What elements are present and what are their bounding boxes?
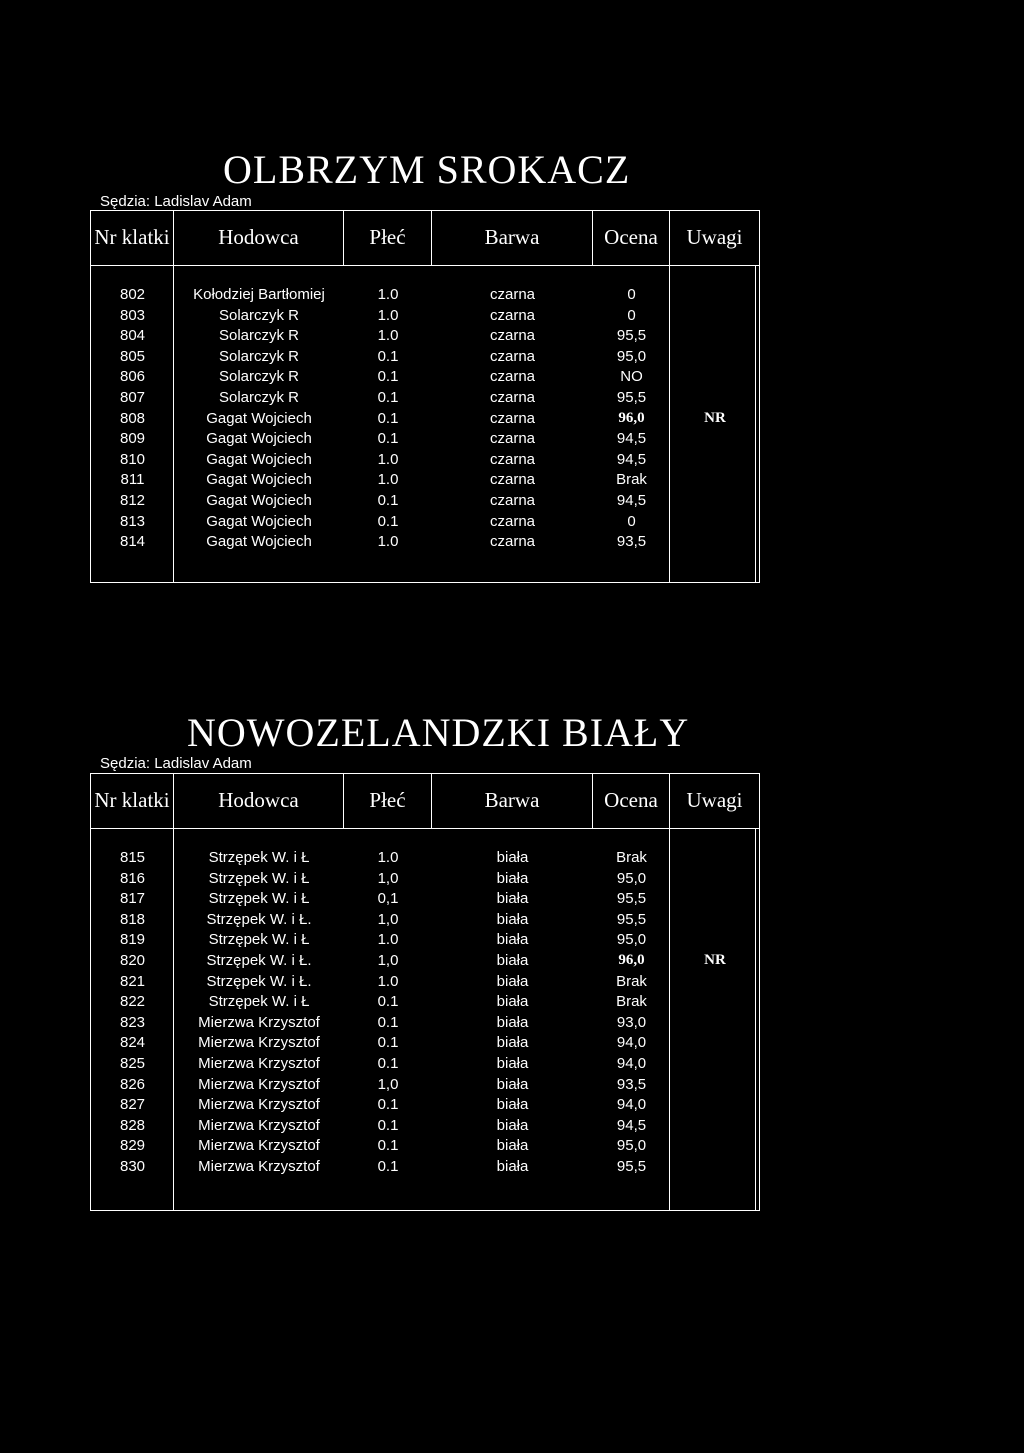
results-table xyxy=(90,773,760,1211)
cell-nr: 820 xyxy=(119,952,146,969)
cell-plec: 0.1 xyxy=(377,1158,399,1175)
table-row xyxy=(91,929,760,950)
table-row xyxy=(91,449,760,470)
cell-ocena: 94,0 xyxy=(616,1096,647,1114)
cell-nr: 817 xyxy=(119,890,146,908)
section-title: NOWOZELANDZKI BIAŁY xyxy=(187,710,690,755)
table-row xyxy=(91,284,760,305)
table-row xyxy=(91,1074,760,1095)
cell-plec: 0.1 xyxy=(377,1116,399,1134)
cell-hodowca: Mierzwa Krzysztof xyxy=(198,1116,320,1134)
cell-ocena: Brak xyxy=(616,849,647,866)
cell-hodowca: Mierzwa Krzysztof xyxy=(198,1034,320,1052)
cell-nr: 804 xyxy=(119,327,146,345)
cell-hodowca: Mierzwa Krzysztof xyxy=(198,1137,320,1155)
cell-hodowca: Gagat Wojciech xyxy=(206,430,312,448)
cell-ocena: 95,0 xyxy=(616,347,647,365)
cell-nr: 818 xyxy=(119,910,146,928)
cell-barwa: czarna xyxy=(489,512,536,530)
cell-plec: 0.1 xyxy=(377,430,399,448)
cell-barwa: czarna xyxy=(489,430,536,448)
cell-ocena: 95,5 xyxy=(616,910,647,928)
cell-hodowca: Solarczyk R xyxy=(218,389,300,406)
column-divider xyxy=(669,829,670,1210)
table-row xyxy=(91,305,760,326)
cell-plec: 1,0 xyxy=(377,1075,399,1093)
cell-barwa: czarna xyxy=(489,368,536,386)
cell-nr: 811 xyxy=(120,471,145,489)
cell-nr: 808 xyxy=(119,409,146,427)
table-row xyxy=(91,909,760,930)
header-plec: Płeć xyxy=(344,211,432,266)
table-row xyxy=(91,469,760,490)
table-body xyxy=(91,829,759,1210)
header-nr: Nr klatki xyxy=(91,211,174,266)
table-row xyxy=(91,325,760,346)
cell-nr: 806 xyxy=(119,368,146,386)
cell-ocena: 95,5 xyxy=(616,890,647,908)
cell-barwa: czarna xyxy=(489,327,536,345)
cell-barwa: czarna xyxy=(489,471,536,489)
cell-barwa: biała xyxy=(496,869,529,887)
cell-barwa: biała xyxy=(496,890,529,908)
table-row xyxy=(91,868,760,889)
cell-hodowca: Mierzwa Krzysztof xyxy=(198,1013,320,1031)
section-title: OLBRZYM SROKACZ xyxy=(223,147,631,192)
cell-nr: 823 xyxy=(119,1013,146,1031)
cell-hodowca: Solarczyk R xyxy=(218,347,300,365)
cell-ocena: 94,5 xyxy=(616,1116,647,1134)
cell-barwa: biała xyxy=(496,849,529,866)
table-row xyxy=(91,971,760,992)
cell-plec: 0.1 xyxy=(377,1013,399,1031)
cell-ocena: 0 xyxy=(627,512,636,530)
cell-hodowca: Strzępek W. i Ł xyxy=(208,931,310,949)
table-row xyxy=(91,1156,760,1177)
cell-ocena: 95,0 xyxy=(616,1137,647,1155)
cell-ocena: 93,5 xyxy=(616,1075,647,1093)
column-divider xyxy=(755,829,756,1210)
cell-nr: 829 xyxy=(119,1137,146,1155)
cell-plec: 1,0 xyxy=(377,952,399,969)
cell-hodowca: Mierzwa Krzysztof xyxy=(198,1158,320,1175)
cell-ocena: Brak xyxy=(616,993,647,1011)
cell-ocena: NO xyxy=(620,368,643,386)
cell-barwa: biała xyxy=(496,1137,529,1155)
cell-barwa: biała xyxy=(496,1096,529,1114)
cell-barwa: czarna xyxy=(489,409,536,427)
cell-barwa: biała xyxy=(496,1116,529,1134)
cell-nr: 812 xyxy=(119,492,146,509)
cell-hodowca: Strzępek W. i Ł. xyxy=(206,972,312,990)
cell-ocena: Brak xyxy=(616,471,647,489)
table-row xyxy=(91,511,760,532)
cell-hodowca: Gagat Wojciech xyxy=(206,512,312,530)
cell-barwa: czarna xyxy=(489,492,536,509)
cell-plec: 1.0 xyxy=(377,931,399,949)
table-body xyxy=(91,266,759,582)
cell-nr: 830 xyxy=(119,1158,146,1175)
cell-barwa: biała xyxy=(496,1013,529,1031)
cell-hodowca: Strzępek W. i Ł. xyxy=(206,952,312,969)
table-row xyxy=(91,490,760,511)
cell-plec: 1.0 xyxy=(377,972,399,990)
cell-plec: 1,0 xyxy=(377,910,399,928)
cell-plec: 0.1 xyxy=(377,1137,399,1155)
cell-hodowca: Gagat Wojciech xyxy=(206,471,312,489)
cell-plec: 0.1 xyxy=(377,347,399,365)
cell-hodowca: Strzępek W. i Ł xyxy=(208,849,310,866)
cell-nr: 802 xyxy=(119,286,146,303)
cell-ocena: 0 xyxy=(627,306,636,324)
cell-plec: 1.0 xyxy=(377,286,399,303)
cell-nr: 821 xyxy=(119,972,146,990)
header-uwagi: Uwagi xyxy=(670,774,760,829)
cell-plec: 1.0 xyxy=(377,533,399,551)
table-row xyxy=(91,1012,760,1033)
cell-plec: 0.1 xyxy=(377,389,399,406)
cell-nr: 805 xyxy=(119,347,146,365)
cell-ocena: 95,5 xyxy=(616,327,647,345)
table-row xyxy=(91,346,760,367)
cell-barwa: biała xyxy=(496,931,529,949)
table-row xyxy=(91,950,760,971)
header-uwagi: Uwagi xyxy=(670,211,760,266)
cell-plec: 1.0 xyxy=(377,450,399,468)
cell-plec: 0.1 xyxy=(377,1034,399,1052)
cell-hodowca: Mierzwa Krzysztof xyxy=(198,1075,320,1093)
cell-barwa: biała xyxy=(496,972,529,990)
cell-barwa: biała xyxy=(496,1034,529,1052)
cell-ocena: 96,0 xyxy=(618,952,645,968)
table-row xyxy=(91,1094,760,1115)
table-row xyxy=(91,366,760,387)
cell-nr: 826 xyxy=(119,1075,146,1093)
cell-barwa: czarna xyxy=(489,286,536,303)
cell-ocena: 95,5 xyxy=(616,389,647,406)
cell-barwa: czarna xyxy=(489,450,536,468)
column-divider xyxy=(755,266,756,582)
cell-hodowca: Kołodziej Bartłomiej xyxy=(193,286,325,303)
cell-barwa: biała xyxy=(496,910,529,928)
table-row xyxy=(91,847,760,868)
header-hodowca: Hodowca xyxy=(174,774,344,829)
cell-barwa: biała xyxy=(496,993,529,1011)
cell-plec: 1.0 xyxy=(377,471,399,489)
header-hodowca: Hodowca xyxy=(174,211,344,266)
table-row xyxy=(91,1115,760,1136)
cell-nr: 803 xyxy=(119,306,146,324)
table-row xyxy=(91,1032,760,1053)
cell-ocena: 95,0 xyxy=(616,931,647,949)
cell-plec: 0.1 xyxy=(377,409,399,427)
cell-ocena: 94,5 xyxy=(616,430,647,448)
cell-plec: 1.0 xyxy=(377,327,399,345)
cell-hodowca: Mierzwa Krzysztof xyxy=(198,1096,320,1114)
header-nr: Nr klatki xyxy=(91,774,174,829)
table-row xyxy=(91,1135,760,1156)
table-row xyxy=(91,991,760,1012)
cell-ocena: 96,0 xyxy=(618,409,645,426)
cell-nr: 813 xyxy=(119,512,146,530)
table-row xyxy=(91,428,760,449)
cell-plec: 1,0 xyxy=(377,869,399,887)
cell-hodowca: Gagat Wojciech xyxy=(206,533,312,551)
header-barwa: Barwa xyxy=(432,774,593,829)
cell-plec: 1.0 xyxy=(377,849,399,866)
judge-label: Sędzia: Ladislav Adam xyxy=(100,755,252,772)
cell-ocena: Brak xyxy=(616,972,647,990)
cell-nr: 815 xyxy=(119,849,146,866)
cell-barwa: biała xyxy=(496,952,529,969)
cell-barwa: biała xyxy=(496,1158,529,1175)
cell-plec: 0,1 xyxy=(377,890,399,908)
table-row xyxy=(91,387,760,408)
cell-plec: 0.1 xyxy=(377,1055,399,1072)
cell-hodowca: Gagat Wojciech xyxy=(206,450,312,468)
cell-ocena: 93,0 xyxy=(616,1013,647,1031)
cell-nr: 822 xyxy=(119,993,146,1011)
cell-hodowca: Solarczyk R xyxy=(218,306,300,324)
cell-plec: 1.0 xyxy=(377,306,399,324)
cell-ocena: 94,0 xyxy=(616,1055,647,1072)
cell-nr: 810 xyxy=(119,450,146,468)
cell-barwa: biała xyxy=(496,1055,529,1072)
cell-hodowca: Gagat Wojciech xyxy=(206,409,312,427)
cell-ocena: 0 xyxy=(627,286,636,303)
column-divider xyxy=(173,829,174,1210)
cell-nr: 819 xyxy=(119,931,146,949)
cell-barwa: czarna xyxy=(489,306,536,324)
cell-hodowca: Strzępek W. i Ł xyxy=(208,993,310,1011)
cell-barwa: czarna xyxy=(489,347,536,365)
cell-plec: 0.1 xyxy=(377,512,399,530)
column-divider xyxy=(173,266,174,582)
cell-hodowca: Strzępek W. i Ł xyxy=(208,869,310,887)
cell-nr: 824 xyxy=(119,1034,146,1052)
judge-label: Sędzia: Ladislav Adam xyxy=(100,193,252,210)
cell-ocena: 94,0 xyxy=(616,1034,647,1052)
table-row xyxy=(91,888,760,909)
table-row xyxy=(91,531,760,552)
cell-hodowca: Strzępek W. i Ł xyxy=(208,890,310,908)
cell-ocena: 94,5 xyxy=(616,450,647,468)
cell-ocena: 94,5 xyxy=(616,492,647,509)
table-row xyxy=(91,408,760,429)
header-ocena: Ocena xyxy=(593,774,670,829)
cell-nr: 809 xyxy=(119,430,146,448)
cell-barwa: biała xyxy=(496,1075,529,1093)
cell-ocena: 93,5 xyxy=(616,533,647,551)
cell-hodowca: Solarczyk R xyxy=(218,368,300,386)
cell-nr: 828 xyxy=(119,1116,146,1134)
cell-ocena: 95,5 xyxy=(616,1158,647,1175)
cell-hodowca: Mierzwa Krzysztof xyxy=(198,1055,320,1072)
header-plec: Płeć xyxy=(344,774,432,829)
cell-nr: 814 xyxy=(119,533,146,551)
table-row xyxy=(91,1053,760,1074)
header-ocena: Ocena xyxy=(593,211,670,266)
cell-uwagi: NR xyxy=(704,952,726,968)
cell-plec: 0.1 xyxy=(377,1096,399,1114)
cell-barwa: czarna xyxy=(489,533,536,551)
cell-nr: 825 xyxy=(119,1055,146,1072)
cell-nr: 827 xyxy=(119,1096,146,1114)
cell-hodowca: Gagat Wojciech xyxy=(206,492,312,509)
cell-nr: 816 xyxy=(119,869,146,887)
header-barwa: Barwa xyxy=(432,211,593,266)
results-table xyxy=(90,210,760,583)
cell-barwa: czarna xyxy=(489,389,536,406)
cell-plec: 0.1 xyxy=(377,993,399,1011)
cell-nr: 807 xyxy=(119,389,146,406)
cell-hodowca: Strzępek W. i Ł. xyxy=(206,910,312,928)
cell-uwagi: NR xyxy=(704,409,726,426)
cell-hodowca: Solarczyk R xyxy=(218,327,300,345)
cell-ocena: 95,0 xyxy=(616,869,647,887)
cell-plec: 0.1 xyxy=(377,492,399,509)
column-divider xyxy=(669,266,670,582)
cell-plec: 0.1 xyxy=(377,368,399,386)
